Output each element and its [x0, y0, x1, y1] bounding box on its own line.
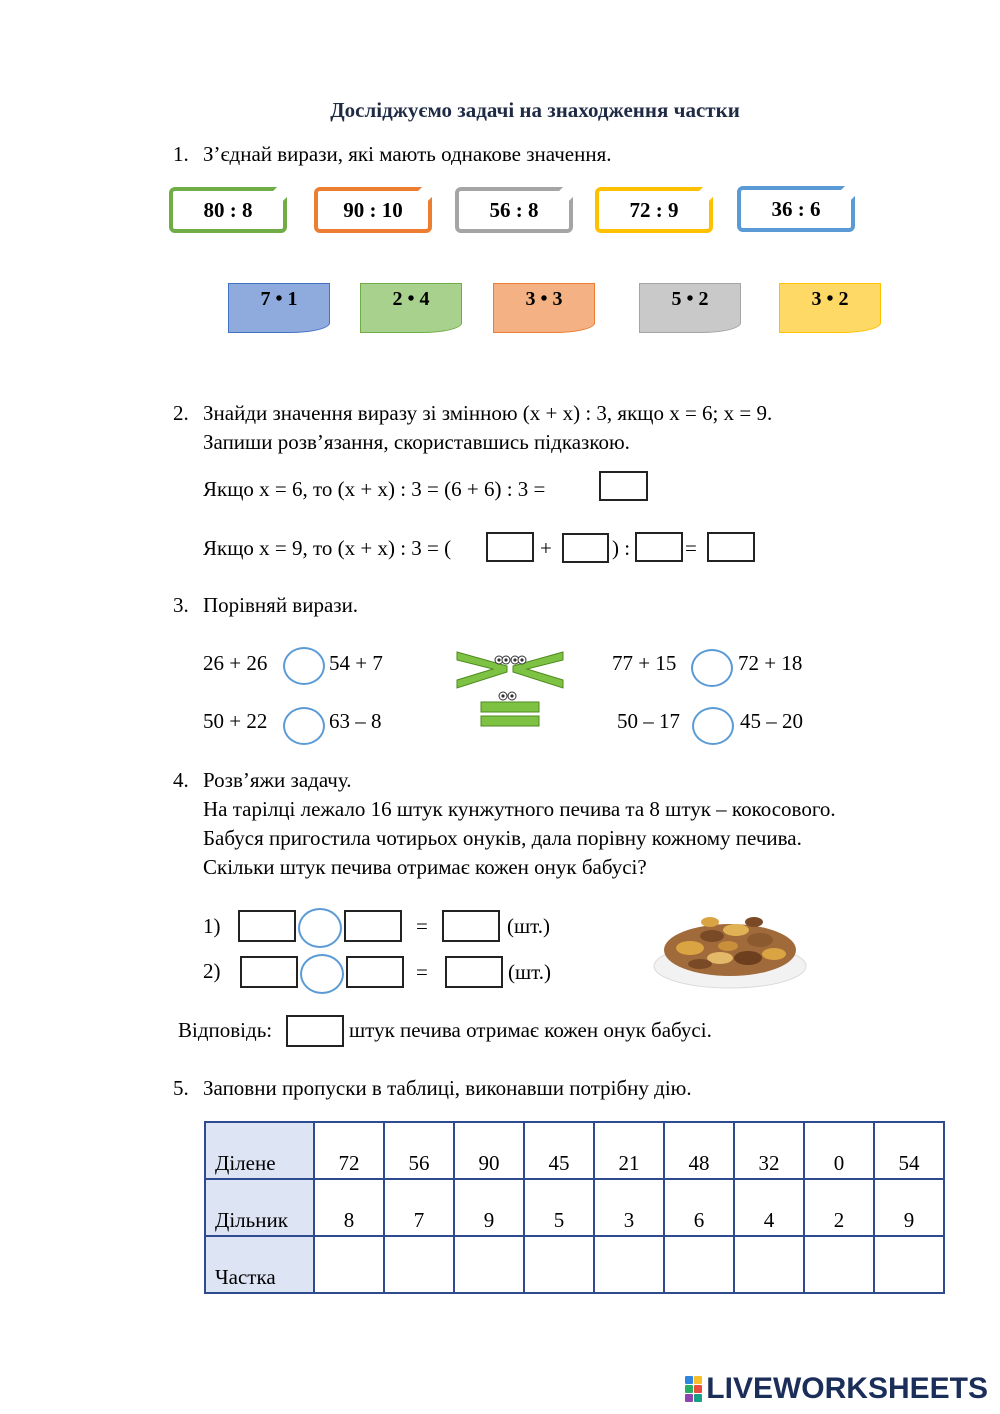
multiplication-expression-tag[interactable] [228, 283, 330, 333]
step2-result-box[interactable] [445, 956, 503, 988]
step1-result-box[interactable] [442, 910, 500, 942]
multiplication-expression-label: 5 • 2 [671, 288, 709, 310]
step1-unit: (шт.) [507, 914, 551, 938]
table-row [205, 1179, 944, 1236]
step2-operand2-box[interactable] [346, 956, 404, 988]
step1-equals: = [416, 914, 428, 938]
table-cell: 54 [874, 1122, 944, 1179]
step1-operator-circle[interactable] [298, 908, 342, 948]
task3-text: Порівняй вирази. [203, 593, 359, 617]
table-cell: 32 [734, 1122, 804, 1179]
multiplication-expression-tag[interactable] [779, 283, 881, 333]
compare-circle[interactable] [692, 707, 734, 745]
cookies-plate-illustration [650, 900, 810, 992]
table-cell: 8 [314, 1179, 384, 1236]
task4-line: Скільки штук печива отримає кожен онук бабусі? [203, 855, 647, 879]
division-expression-label: 90 : 10 [343, 197, 403, 222]
task2-case2: Якщо х = 9, то (х + х) : 3 = ( [203, 536, 452, 560]
multiplication-expression-tag[interactable] [360, 283, 462, 333]
task2-equals-sign: = [685, 536, 697, 560]
compare-left: 50 + 22 [203, 709, 268, 733]
task1-text: З’єднай вирази, які мають однакове значення. [203, 142, 612, 166]
answer-text: штук печива отримає кожен онук бабусі. [349, 1018, 712, 1042]
compare-right: 63 – 8 [329, 709, 382, 733]
division-expression-tag[interactable] [737, 186, 855, 232]
quotient-input-cell[interactable] [874, 1236, 944, 1293]
table-cell: 3 [594, 1179, 664, 1236]
step2-label: 2) [203, 959, 221, 983]
division-table [204, 1121, 945, 1294]
task2-close-div: ) : [612, 536, 631, 560]
step2-unit: (шт.) [508, 960, 552, 984]
compare-left: 50 – 17 [617, 709, 680, 733]
task2-case2-result-box[interactable] [707, 532, 755, 562]
task5-text: Заповни пропуски в таблиці, виконавши потрібну дію. [203, 1076, 692, 1100]
step2-operator-circle[interactable] [300, 954, 344, 994]
table-cell: 0 [804, 1122, 874, 1179]
quotient-input-cell[interactable] [524, 1236, 594, 1293]
table-cell: 48 [664, 1122, 734, 1179]
multiplication-expression-tag[interactable] [639, 283, 741, 333]
compare-circle[interactable] [691, 649, 733, 687]
division-expression-label: 80 : 8 [203, 197, 253, 222]
task4-number: 4. [173, 768, 189, 792]
table-cell: 4 [734, 1179, 804, 1236]
table-cell: 7 [384, 1179, 454, 1236]
liveworksheets-logo [685, 1372, 988, 1406]
division-expression-label: 36 : 6 [771, 196, 821, 221]
compare-left: 77 + 15 [612, 651, 677, 675]
multiplication-expression-tag[interactable] [493, 283, 595, 333]
step2-operand1-box[interactable] [240, 956, 298, 988]
division-expression-tag[interactable] [455, 187, 573, 233]
table-cell: 9 [454, 1179, 524, 1236]
quotient-input-cell[interactable] [664, 1236, 734, 1293]
multiplication-expression-label: 3 • 3 [525, 288, 563, 310]
page-title: Досліджуємо задачі на знаходження частки [330, 98, 740, 122]
quotient-input-cell[interactable] [804, 1236, 874, 1293]
task2-number: 2. [173, 401, 189, 425]
division-expression-tag[interactable] [314, 187, 432, 233]
step1-operand1-box[interactable] [238, 910, 296, 942]
compare-right: 45 – 20 [740, 709, 803, 733]
table-cell: 9 [874, 1179, 944, 1236]
compare-left: 26 + 26 [203, 651, 268, 675]
task2-case2-divisor-box[interactable] [635, 532, 683, 562]
task4-line: На тарілці лежало 16 штук кунжутного печива та 8 штук – кокосового. [203, 797, 836, 821]
table-row [205, 1236, 944, 1293]
task3-number: 3. [173, 593, 189, 617]
task2-case1-answer-box[interactable] [599, 471, 648, 501]
quotient-input-cell[interactable] [594, 1236, 664, 1293]
table-cell: 6 [664, 1179, 734, 1236]
liveworksheets-logo-text: LIVEWORKSHEETS [706, 1372, 988, 1405]
comparison-signs-illustration [455, 648, 567, 730]
task2-line1: Знайди значення виразу зі змінною (х + х) : 3, якщо х = 6; х = 9. [203, 401, 773, 425]
step1-label: 1) [203, 914, 221, 938]
task4-line: Бабуся пригостила чотирьох онуків, дала порівну кожному печива. [203, 826, 802, 850]
answer-box[interactable] [286, 1015, 344, 1047]
task4-heading: Розв’яжи задачу. [203, 768, 352, 792]
multiplication-expression-label: 7 • 1 [260, 288, 298, 310]
liveworksheets-logo-icon [685, 1376, 702, 1402]
multiplication-expression-label: 2 • 4 [392, 288, 430, 310]
quotient-input-cell[interactable] [314, 1236, 384, 1293]
division-expression-tag[interactable] [169, 187, 287, 233]
division-expression-label: 56 : 8 [489, 197, 539, 222]
quotient-input-cell[interactable] [734, 1236, 804, 1293]
table-cell: 2 [804, 1179, 874, 1236]
table-cell: 5 [524, 1179, 594, 1236]
compare-right: 72 + 18 [738, 651, 803, 675]
multiplication-expression-label: 3 • 2 [811, 288, 849, 310]
task2-case1: Якщо х = 6, то (х + х) : 3 = (6 + 6) : 3 = [203, 477, 546, 501]
compare-circle[interactable] [283, 647, 325, 685]
division-expression-tag[interactable] [595, 187, 713, 233]
division-expression-label: 72 : 9 [629, 197, 679, 222]
table-cell: 56 [384, 1122, 454, 1179]
table-row-header: Частка [205, 1236, 314, 1293]
table-cell: 21 [594, 1122, 664, 1179]
table-row [205, 1122, 944, 1179]
task2-line2: Запиши розв’язання, скориставшись підказкою. [203, 430, 630, 454]
task2-plus-sign: + [540, 536, 552, 560]
compare-right: 54 + 7 [329, 651, 383, 675]
task1-number: 1. [173, 142, 189, 166]
step1-operand2-box[interactable] [344, 910, 402, 942]
task5-number: 5. [173, 1076, 189, 1100]
step2-equals: = [416, 960, 428, 984]
quotient-input-cell[interactable] [384, 1236, 454, 1293]
table-row-header: Ділене [205, 1122, 314, 1179]
quotient-input-cell[interactable] [454, 1236, 524, 1293]
task2-case2-addend2-box[interactable] [562, 533, 609, 563]
answer-label: Відповідь: [178, 1018, 273, 1042]
compare-circle[interactable] [283, 707, 325, 745]
table-row-header: Дільник [205, 1179, 314, 1236]
table-cell: 90 [454, 1122, 524, 1179]
table-cell: 45 [524, 1122, 594, 1179]
table-cell: 72 [314, 1122, 384, 1179]
task2-case2-addend1-box[interactable] [486, 532, 534, 562]
